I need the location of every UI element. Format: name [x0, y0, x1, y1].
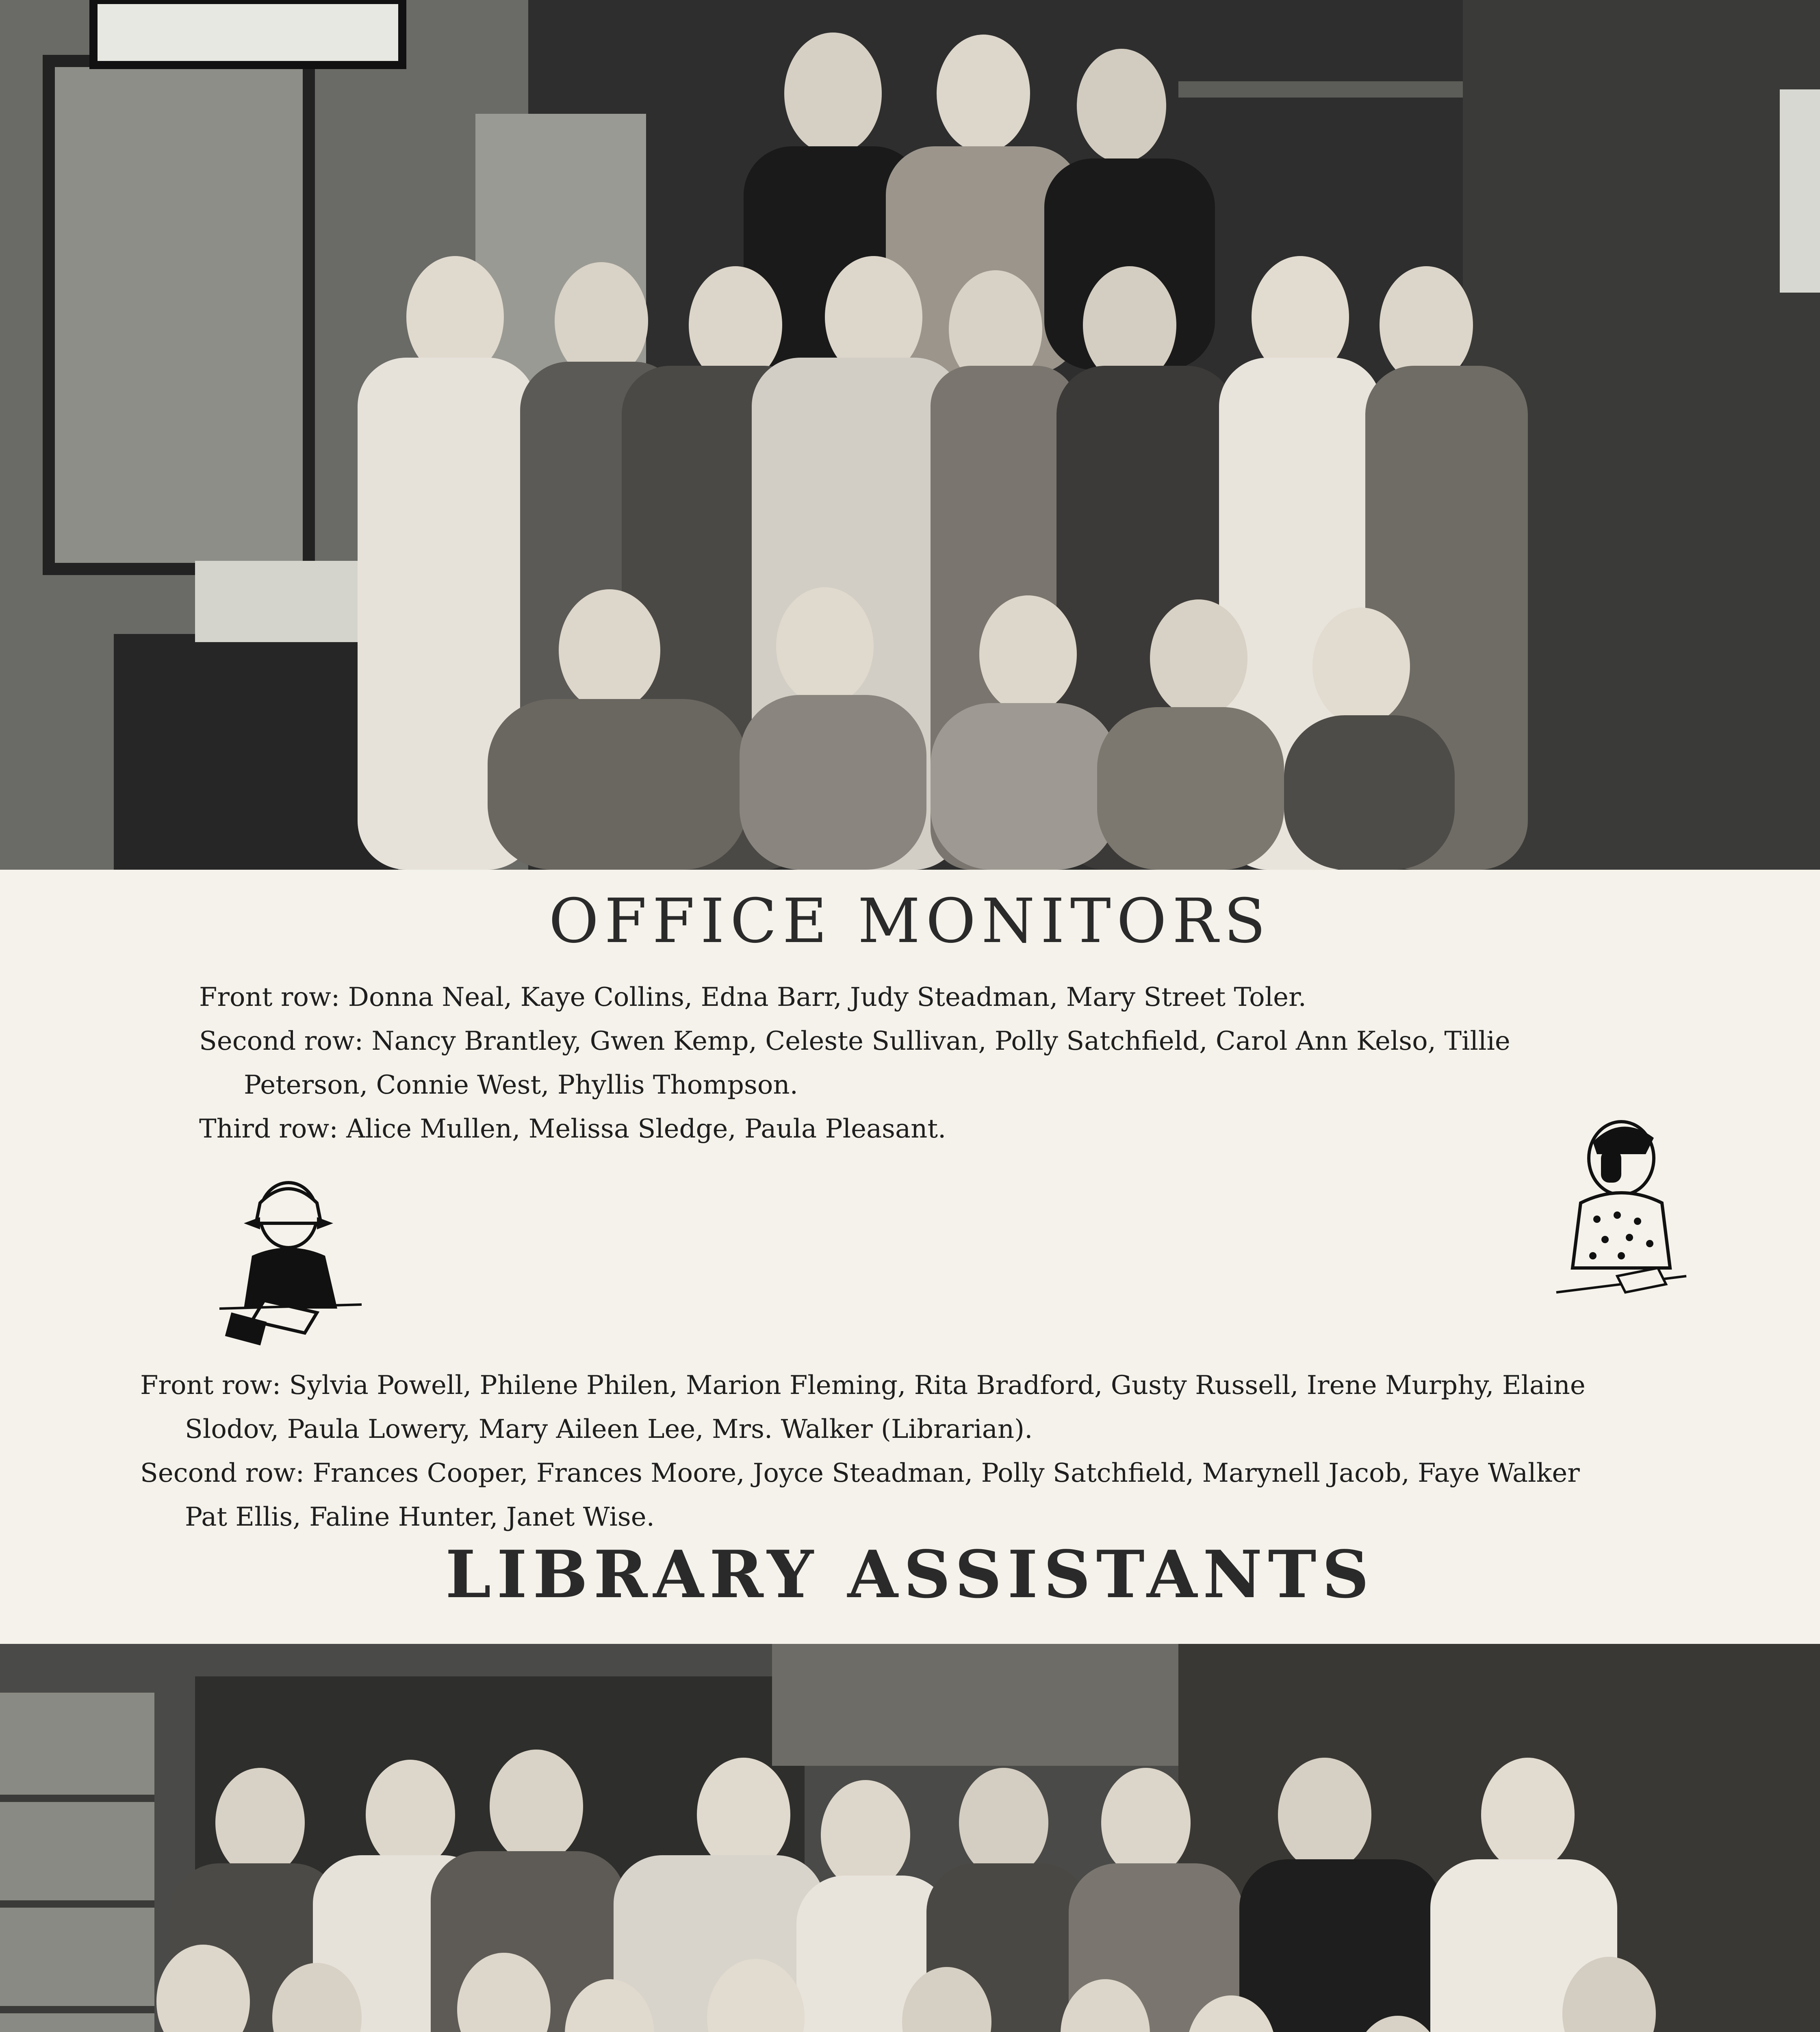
office-front-row-label: Front row:	[199, 982, 340, 1012]
office-monitors-caption	[199, 975, 1510, 1151]
library-front-row-names-line1: Sylvia Powell, Philene Philen, Marion Fleming, Rita Bradford, Gusty Russell, Irene Murphy, Elaine	[289, 1370, 1586, 1400]
office-front-row	[199, 975, 1510, 1019]
library-assistants-photo-illustration	[0, 1644, 1820, 2032]
office-monitors-photo	[0, 0, 1820, 870]
office-monitors-title: OFFICE MONITORS	[549, 886, 1271, 957]
library-front-row	[140, 1363, 1586, 1451]
office-monitors-photo-illustration	[0, 0, 1820, 870]
office-third-row-label: Third row:	[199, 1114, 338, 1144]
library-front-row-label: Front row:	[140, 1370, 281, 1400]
library-second-row-names-line2: Pat Ellis, Faline Hunter, Janet Wise.	[185, 1502, 655, 1532]
office-second-row-label: Second row:	[199, 1026, 364, 1056]
library-second-row-names-line1: Frances Cooper, Frances Moore, Joyce Steadman, Polly Satchfield, Marynell Jacob, Faye Walker	[312, 1458, 1580, 1488]
office-third-row	[199, 1107, 1510, 1151]
library-assistants-photo	[0, 1644, 1820, 2032]
office-second-row-names-line2: Peterson, Connie West, Phyllis Thompson.	[244, 1070, 798, 1100]
office-second-row-names-line1: Nancy Brantley, Gwen Kemp, Celeste Sullivan, Polly Satchfield, Carol Ann Kelso, Tillie	[371, 1026, 1510, 1056]
library-second-row	[140, 1451, 1586, 1539]
girl-reading-clipart-icon	[219, 1179, 370, 1349]
library-front-row-names-line2: Slodov, Paula Lowery, Mary Aileen Lee, Mrs. Walker (Librarian).	[185, 1414, 1033, 1444]
library-assistants-caption	[140, 1363, 1586, 1539]
office-second-row	[199, 1019, 1510, 1107]
library-assistants-title: LIBRARY ASSISTANTS	[445, 1536, 1375, 1613]
library-second-row-label: Second row:	[140, 1458, 305, 1488]
office-front-row-names: Donna Neal, Kaye Collins, Edna Barr, Judy Steadman, Mary Street Toler.	[348, 982, 1306, 1012]
office-third-row-names: Alice Mullen, Melissa Sledge, Paula Pleasant.	[346, 1114, 946, 1144]
girl-telephone-clipart-icon	[1524, 1114, 1719, 1309]
